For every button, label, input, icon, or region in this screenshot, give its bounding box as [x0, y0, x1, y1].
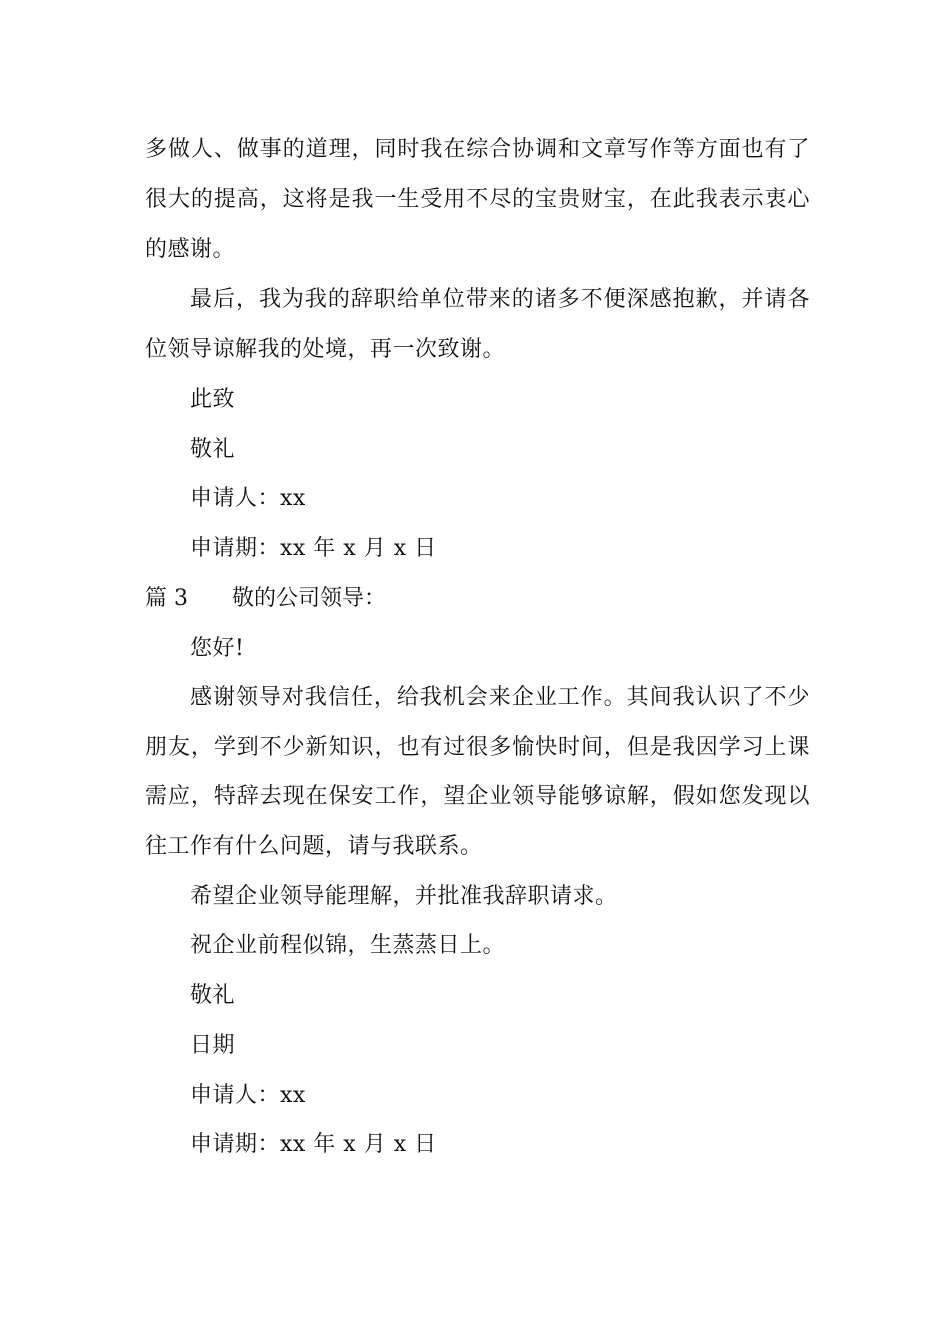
- letter-greeting: 您好!: [190, 636, 245, 661]
- applicant-name: 申请人：xx: [190, 486, 306, 511]
- paragraph-line: 往工作有什么问题，请与我联系。: [145, 834, 483, 859]
- closing-regards: 敬礼: [190, 983, 236, 1008]
- paragraph-line: 需应，特辞去现在保安工作，望企业领导能够谅解，假如您发现以: [145, 784, 810, 809]
- paragraph-line: 朋友，学到不少新知识，也有过很多愉快时间，但是我因学习上课: [145, 735, 810, 760]
- letter-hope: 希望企业领导能理解，并批准我辞职请求。: [190, 884, 618, 909]
- paragraph-line: 多做人、做事的道理，同时我在综合协调和文章写作等方面也有了: [145, 137, 810, 162]
- closing-salutation: 此致: [190, 387, 236, 412]
- application-date: 申请期：xx 年 x 月 x 日: [190, 536, 437, 561]
- letter-wish: 祝企业前程似锦，生蒸蒸日上。: [190, 933, 506, 958]
- applicant-name: 申请人：xx: [190, 1083, 306, 1108]
- paragraph-line: 感谢领导对我信任，给我机会来企业工作。其间我认识了不少: [190, 685, 810, 710]
- paragraph-line: 最后，我为我的辞职给单位带来的诸多不便深感抱歉，并请各: [190, 287, 810, 312]
- section-number: 篇 3: [145, 586, 188, 611]
- paragraph-line: 的感谢。: [145, 237, 236, 262]
- paragraph-line: 很大的提高，这将是我一生受用不尽的宝贵财宝，在此我表示衷心: [145, 187, 810, 212]
- date-label: 日期: [190, 1033, 236, 1058]
- paragraph-line: 位领导谅解我的处境，再一次致谢。: [145, 337, 506, 362]
- closing-regards: 敬礼: [190, 437, 236, 462]
- application-date: 申请期：xx 年 x 月 x 日: [190, 1132, 437, 1157]
- letter-addressee: 敬的公司领导：: [232, 586, 387, 611]
